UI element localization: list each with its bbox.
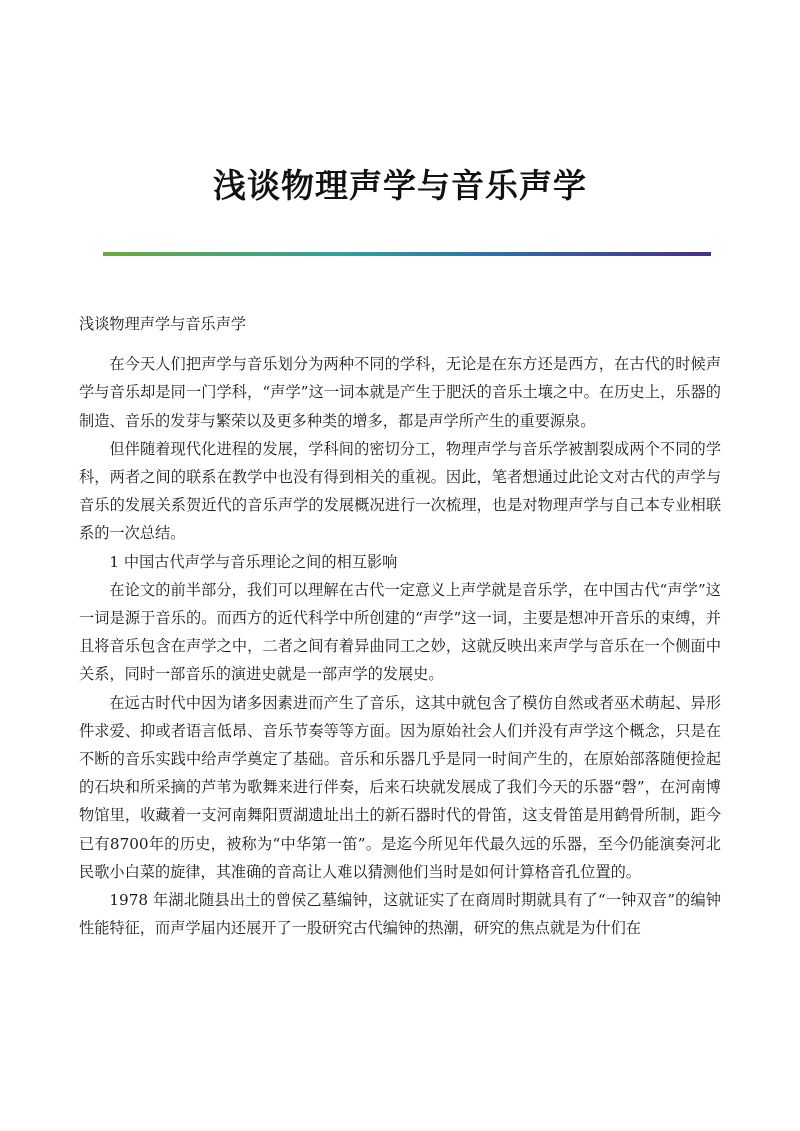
paragraph-intro-2: 但伴随着现代化进程的发展，学科间的密切分工，物理声学与音乐学被割裂成两个不同的学科，两者之间的联系在教学中也没有得到相关的重视。因此，笔者想通过此论文对古代的声学与音乐的发展关系贺近代的音乐声学的发展概况进行一次梳理，也是对物理声学与自己本专业相联系的一次总结。 bbox=[79, 439, 721, 543]
paragraph-section-1: 在论文的前半部分，我们可以理解在古代一定意义上声学就是音乐学，在中国古代“声学”这一词是源于音乐的。而西方的近代科学中所创建的“声学”这一词，主要是想冲开音乐的束缚，并且将音乐包含在声学之中，二者之间有着异曲同工之妙，这就反映出来声学与音乐在一个侧面中关系，同时一部音乐的演进史就是一部声学的发展史。 bbox=[79, 580, 721, 684]
document-subtitle: 浅谈物理声学与音乐声学 bbox=[79, 315, 247, 333]
paragraph-section-3: 1978 年湖北随县出土的曾侯乙墓编钟，这就证实了在商周时期就具有了“一钟双音”的编钟性能特征，而声学届内还展开了一股研究古代编钟的热潮，研究的焦点就是为什们在 bbox=[79, 891, 721, 938]
paragraph-intro-1: 在今天人们把声学与音乐划分为两种不同的学科，无论是在东方还是西方，在古代的时候声学与音乐却是同一门学科，“声学”这一词本就是产生于肥沃的音乐土壤之中。在历史上，乐器的制造、音乐的发芽与繁荣以及更多种类的增多，都是声学所产生的重要源泉。 bbox=[79, 355, 721, 430]
document-title: 浅谈物理声学与音乐声学 bbox=[213, 166, 587, 205]
paragraph-section-2: 在远古时代中因为诸多因素进而产生了音乐，这其中就包含了模仿自然或者巫术萌起、异形件求爱、抑或者语言低昂、音乐节奏等等方面。因为原始社会人们并没有声学这个概念，只是在不断的音乐实践中给声学奠定了基础。音乐和乐器几乎是同一时间产生的，在原始部落随便捡起的石块和所采摘的芦苇为歌舞来进行伴奏，后来石块就发展成了我们今天的乐器“磬”，在河南博物馆里，收藏着一支河南舞阳贾湖遗址出土的新石器时代的骨笛，这支骨笛是用鹤骨所制，距今已有8700年的历史，被称为“中华第一笛”。是迄今所见年代最久远的乐器，至今仍能演奏河北民歌小白菜的旋律，其准确的音高让人难以猜测他们当时是如何计算格音孔位置的。 bbox=[79, 693, 721, 881]
document-body bbox=[79, 310, 721, 942]
title-divider bbox=[103, 252, 711, 256]
section-heading: 1 中国古代声学与音乐理论之间的相互影响 bbox=[109, 552, 398, 571]
